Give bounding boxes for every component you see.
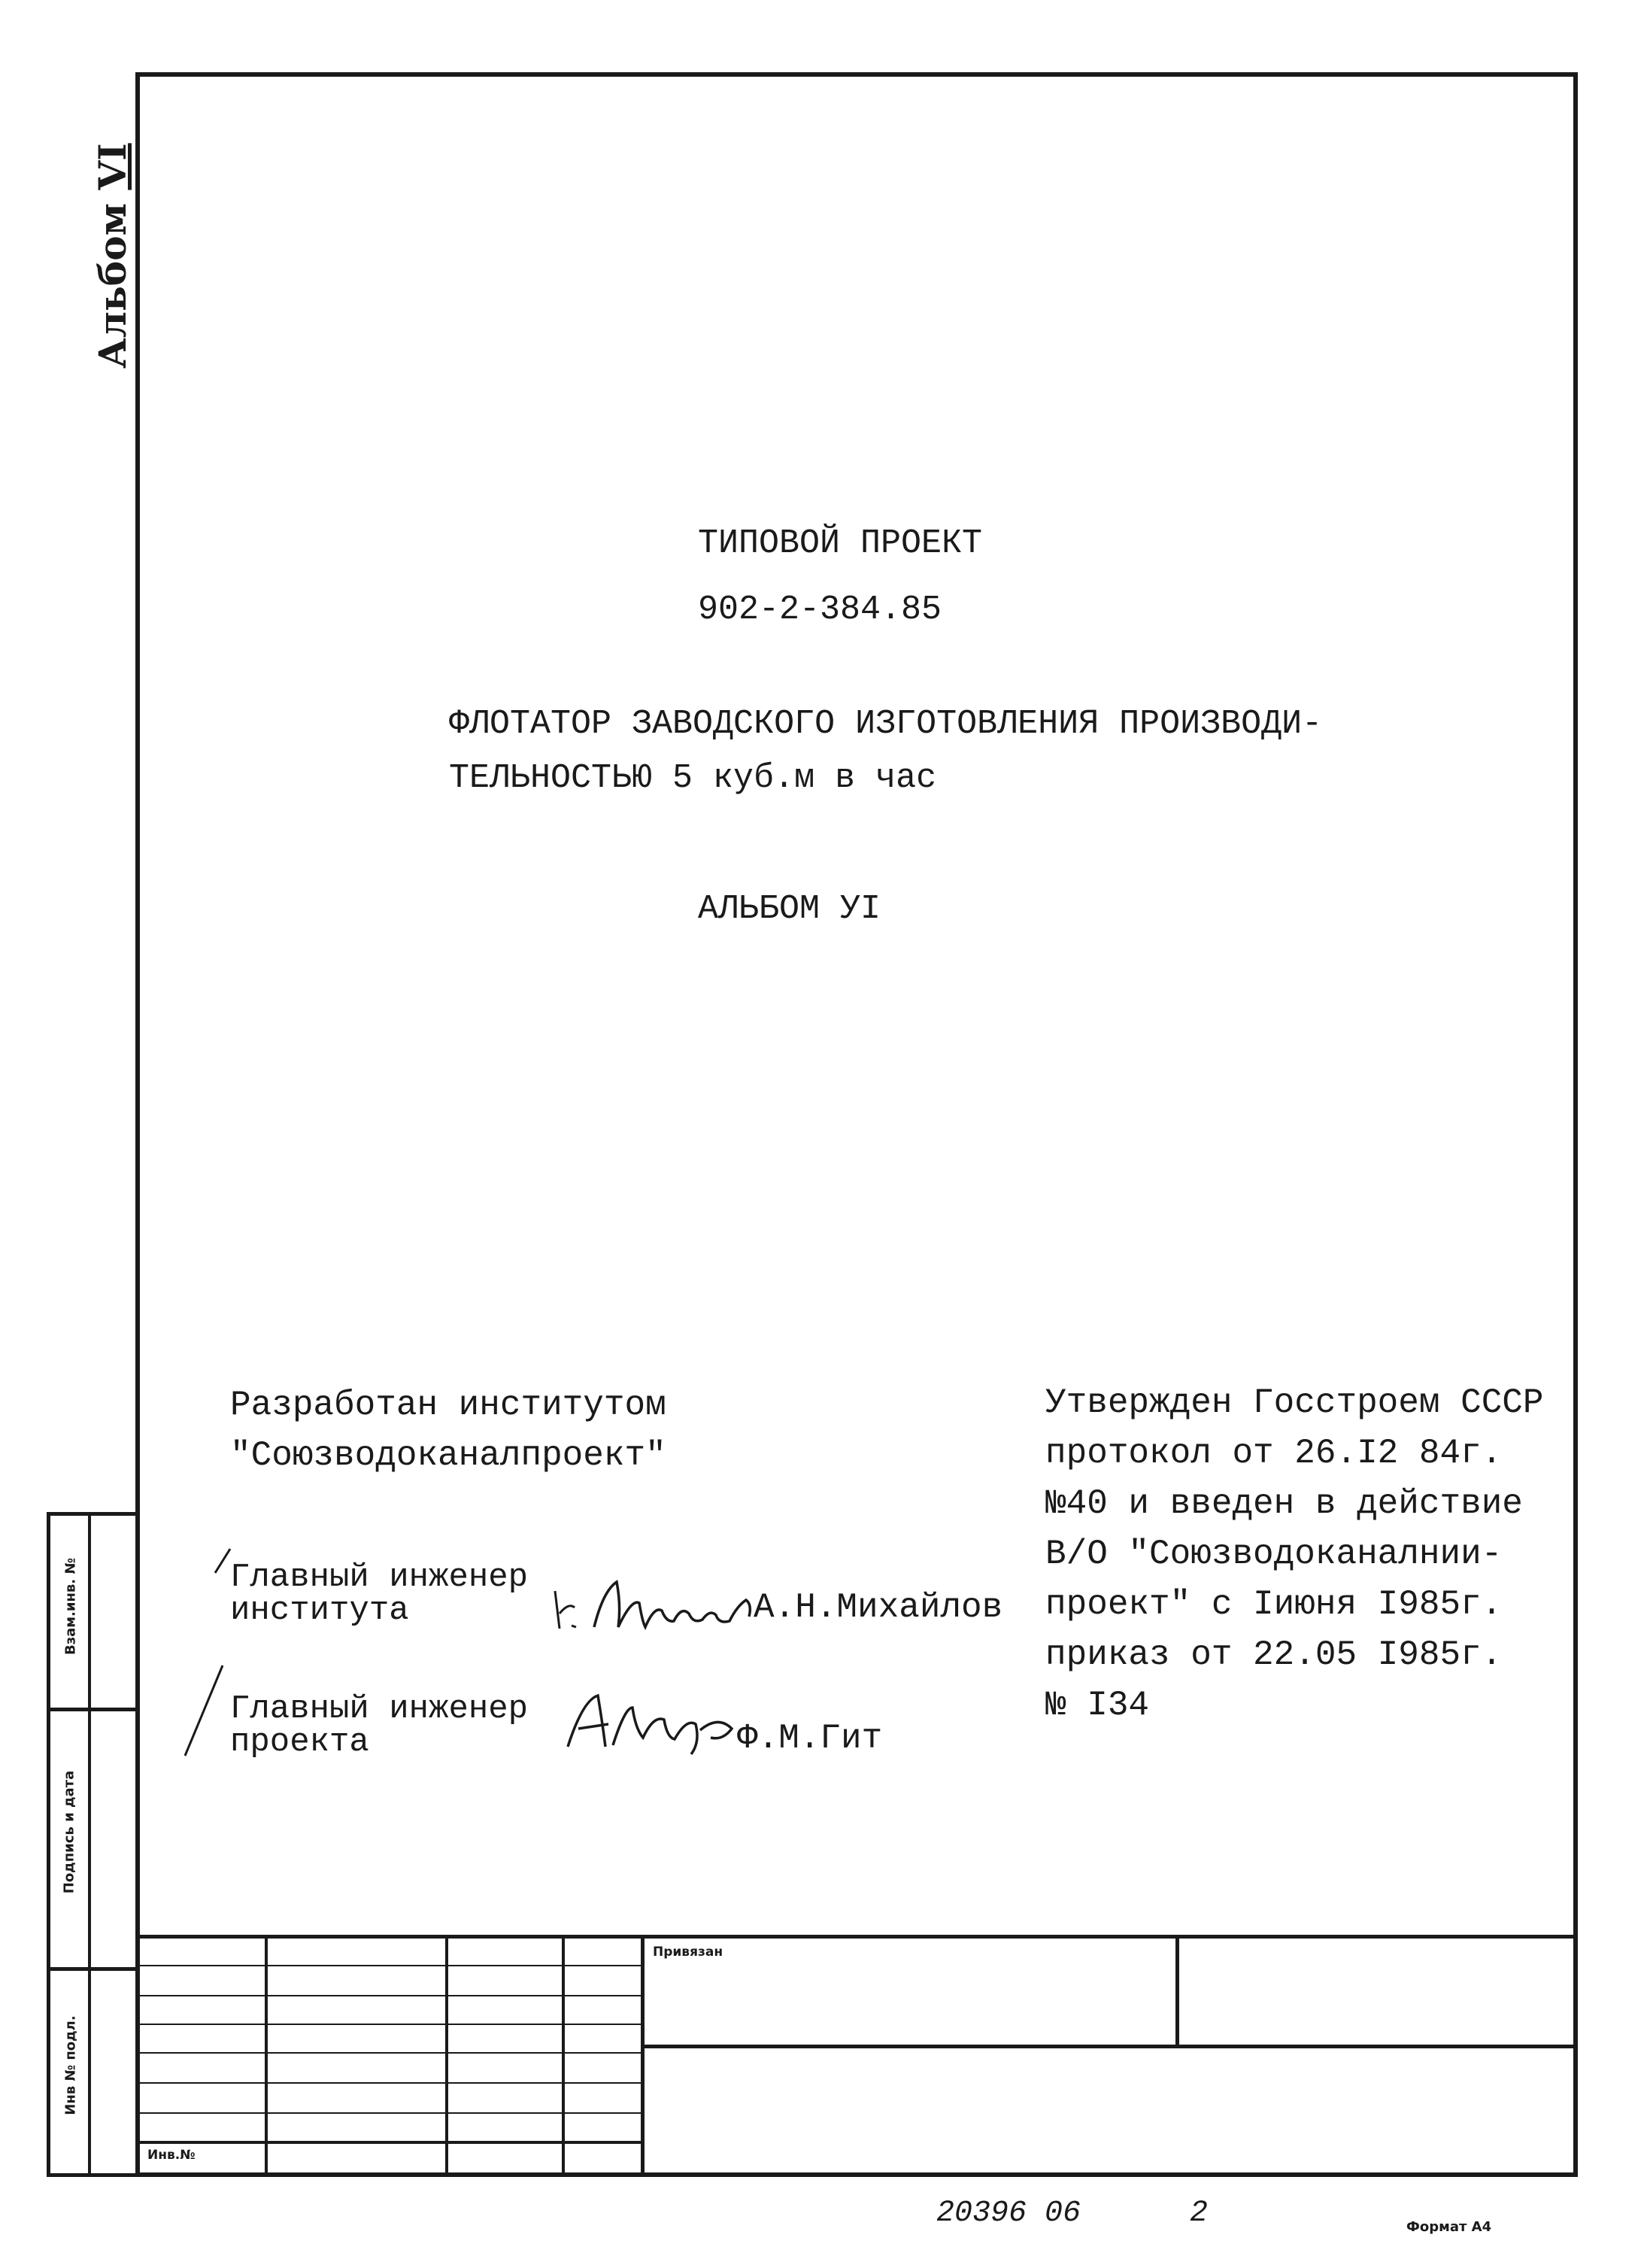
- role-line1: Главный инженер: [230, 1690, 529, 1728]
- chief-engineer-project-name: Ф.М.Гит: [737, 1719, 883, 1758]
- chief-engineer-institute-role: [230, 1561, 528, 1627]
- drawing-frame: [135, 72, 1578, 2177]
- developer-line1: Разработан институтом: [230, 1386, 666, 1425]
- chief-engineer-institute-name: А.Н.Михайлов: [754, 1588, 1003, 1627]
- strip-label-signature-date: Подпись и дата: [61, 1770, 77, 1894]
- approval-line: №40 и введен в действие: [1045, 1484, 1523, 1523]
- album-side-label-numeral: VI: [90, 143, 135, 190]
- album-number: АЛЬБОМ УI: [698, 890, 881, 928]
- linked-label: Привязан: [653, 1945, 723, 1960]
- strip-label-original-inv: Инв № подл.: [62, 2015, 79, 2115]
- developer-line2: "Союзводоканалпроект": [230, 1436, 666, 1475]
- strip-divider: [50, 1967, 135, 1971]
- signature-git: [560, 1685, 748, 1760]
- project-type-title: ТИПОВОЙ ПРОЕКТ: [698, 524, 983, 563]
- tick-mark: [180, 1662, 226, 1760]
- role-line1: Главный инженер: [230, 1559, 529, 1596]
- sheet-number: 2: [1190, 2197, 1209, 2230]
- approval-block: [1045, 1378, 1544, 1731]
- margin-strip: [47, 1512, 135, 2177]
- approval-line: В/О "Союзводоканалнии-: [1045, 1535, 1503, 1574]
- project-name-line1: ФЛОТАТОР ЗАВОДСКОГО ИЗГОТОВЛЕНИЯ ПРОИЗВОДИ-: [449, 705, 1323, 743]
- project-name-line2: ТЕЛЬНОСТЬЮ 5 куб.м в час: [449, 759, 937, 797]
- approval-line: проект" с Iиюня I985г.: [1045, 1585, 1503, 1624]
- role-line2: института: [230, 1592, 409, 1629]
- approval-line: приказ от 22.05 I985г.: [1045, 1635, 1503, 1674]
- album-side-label: [83, 143, 143, 369]
- approval-line: протокол от 26.I2 84г.: [1045, 1434, 1503, 1473]
- strip-label-replacement-inv: Взам.инв. №: [62, 1557, 79, 1656]
- strip-divider: [50, 1708, 135, 1711]
- project-number: 902-2-384.85: [698, 591, 942, 629]
- album-side-label-text: Альбом: [90, 202, 135, 369]
- chief-engineer-project-role: [230, 1690, 529, 1761]
- approval-line: № I34: [1045, 1686, 1150, 1725]
- format-label: Формат А4: [1406, 2219, 1492, 2235]
- approval-line: Утвержден Госстроем СССР: [1045, 1383, 1544, 1422]
- strip-column-divider: [88, 1516, 91, 2173]
- archive-number: 20396 06: [936, 2197, 1081, 2230]
- role-line2: проекта: [230, 1723, 369, 1761]
- inventory-label: Инв.№: [147, 2148, 196, 2163]
